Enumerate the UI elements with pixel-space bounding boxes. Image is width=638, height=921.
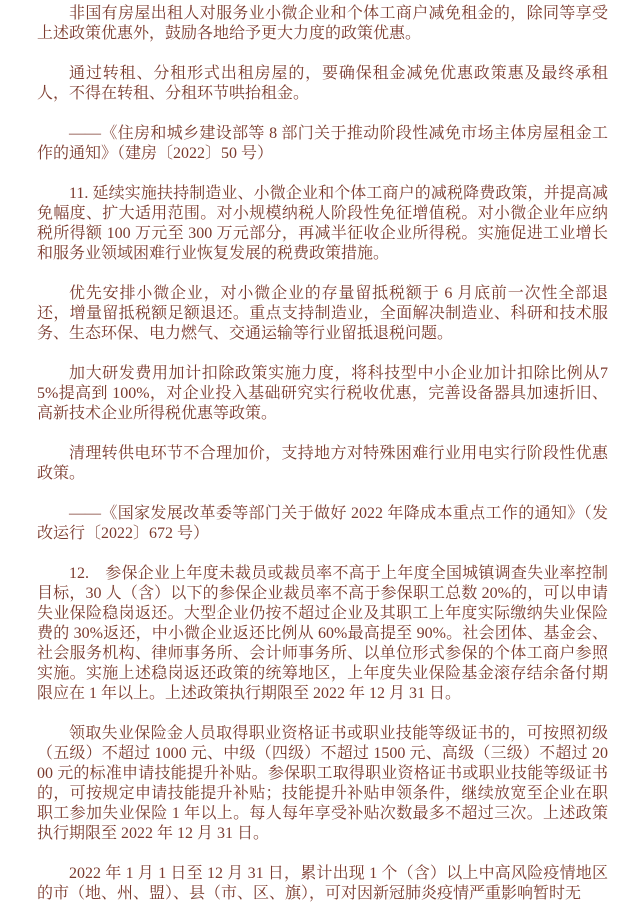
policy-paragraph-rnd-deduction: 加大研发费用加计扣除政策实施力度，将科技型中小企业加计扣除比例从75%提高到 100%，对企业投入基础研究实行税收优惠，完善设备器具加速折旧、高新技术企业所得税优惠等政策。 (37, 365, 608, 422)
policy-paragraph-covid-risk-areas: 2022 年 1 月 1 日至 12 月 31 日，累计出现 1 个（含）以上中高风险疫情地区的市（地、州、盟）、县（市、区、旗），可对因新冠肺炎疫情严重影响暂时无 (37, 865, 608, 902)
policy-paragraph-item-11-tax-reduction: 11. 延续实施扶持制造业、小微企业和个体工商户的减税降费政策，并提高减免幅度、扩大适用范围。对小规模纳税人阶段性免征增值税。对小微企业年应纳税所得额 100 万元至 300 万元部分，再减半征收企业所得税。实施促进工业增长和服务业领域困难行业恢复发展的税费政策措施。 (37, 185, 608, 262)
policy-paragraph-skill-upgrade-subsidy: 领取失业保险金人员取得职业资格证书或职业技能等级证书的，可按照初级（五级）不超过 1000 元、中级（四级）不超过 1500 元、高级（三级）不超过 2000 元的标准申请技能提升补贴。参保职工取得职业资格证书或职业技能等级证书的，可按规定申请技能提升补贴；技能提升补贴申领条件，继续放宽至企业在职职工参加失业保险 1 年以上。每人每年享受补贴次数最多不超过三次。上述政策执行期限至 2022 年 12 月 31 日。 (37, 725, 608, 842)
policy-paragraph-electricity-pricing: 清理转供电环节不合理加价，支持地方对特殊困难行业用电实行阶段性优惠政策。 (37, 445, 608, 482)
policy-paragraph-vat-credit-refund: 优先安排小微企业，对小微企业的存量留抵税额于 6 月底前一次性全部退还，增量留抵税额足额退还。重点支持制造业，全面解决制造业、科研和技术服务、生态环保、电力燃气、交通运输等行业留抵退税问题。 (37, 285, 608, 342)
source-citation-housing-ministry-notice: ——《住房和城乡建设部等 8 部门关于推动阶段性减免市场主体房屋租金工作的通知》（建房〔2022〕50 号） (37, 125, 608, 162)
source-citation-ndrc-notice: ——《国家发展改革委等部门关于做好 2022 年降成本重点工作的通知》（发改运行〔2022〕672 号） (37, 505, 608, 542)
policy-paragraph-item-12-unemployment-insurance-refund: 12. 参保企业上年度未裁员或裁员率不高于上年度全国城镇调查失业率控制目标，30 人（含）以下的参保企业裁员率不高于参保职工总数 20%的，可以申请失业保险稳岗返还。大型企业仍按不超过企业及其职工上年度实际缴纳失业保险费的 30%返还，中小微企业返还比例从 60%最高提至 90%。社会团体、基金会、社会服务机构、律师事务所、会计师事务所、以单位形式参保的个体工商户参照实施。实施上述稳岗返还政策的统筹地区，上年度失业保险基金滚存结余备付期限应在 1 年以上。上述政策执行期限至 2022 年 12 月 31 日。 (37, 565, 608, 702)
policy-paragraph-rent-reduction-nonstate: 非国有房屋出租人对服务业小微企业和个体工商户减免租金的，除同等享受上述政策优惠外，鼓励各地给予更大力度的政策优惠。 (37, 5, 608, 42)
policy-paragraph-sublease-rent: 通过转租、分租形式出租房屋的，要确保租金减免优惠政策惠及最终承租人，不得在转租、分租环节哄抬租金。 (37, 65, 608, 102)
